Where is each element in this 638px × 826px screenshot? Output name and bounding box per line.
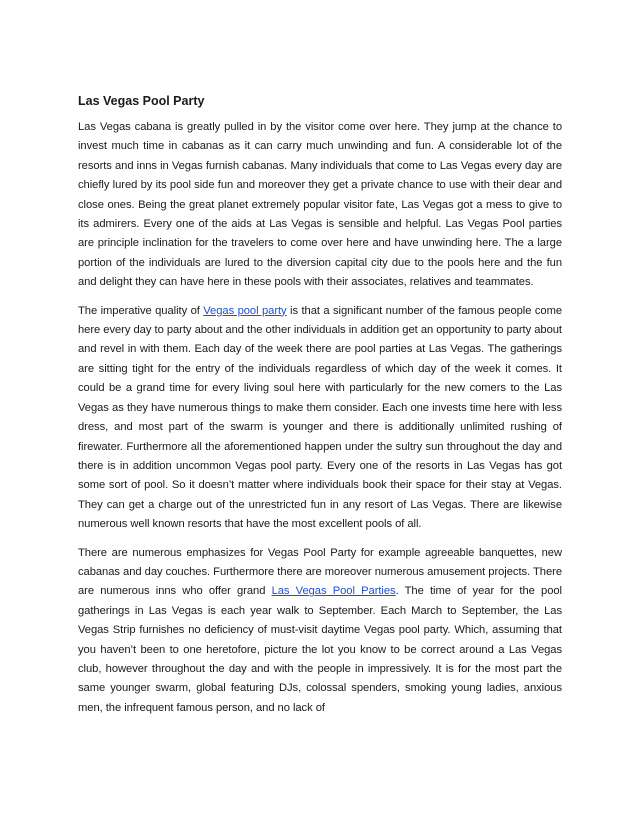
paragraph-2	[78, 302, 562, 535]
paragraph-3-text-after: . The time of year for the pool gatherings in Las Vegas is each year walk to September. Each March to September, the Las Vegas Strip furnishes no deficiency of must-visit daytime Vegas pool party. Which, assuming that you haven’t been to one heretofore, picture the lot you know to be correct around a Las Vegas club, however throughout the day and with the people in impressively. It is for the most part the same younger swarm, global featuring DJs, colossal spenders, smoking young ladies, anxious men, the infrequent famous person, and no lack of	[78, 585, 562, 714]
paragraph-3-text-before: There are numerous emphasizes for Vegas Pool Party for example agreeable banquettes, new cabanas and day couches. Furthermore there are moreover numerous amusement projects. There are numerous inns who offer grand	[78, 546, 562, 598]
las-vegas-pool-parties-link[interactable]: Las Vegas Pool Parties	[271, 585, 396, 598]
vegas-pool-party-link[interactable]: Vegas pool party	[203, 304, 287, 317]
paragraph-1-text: Las Vegas cabana is greatly pulled in by the visitor come over here. They jump at the chance to invest much time in cabanas as it can carry much unwinding and fun. A considerable lot of the resorts and inns in Vegas furnish cabanas. Many individuals that come to Las Vegas every day are chiefly lured by its pool side fun and moreover they get a private chance to use with their dear and close ones. Being the great planet extremely popular visitor fate, Las Vegas got a mess to give to its admirers. Every one of the aids at Las Vegas is sensible and helpful. Las Vegas Pool parties are principle inclination for the travelers to come over here and have unwinding here. The a large portion of the individuals are lured to the diversion capital city due to the pools here and the fun and delight they can have here in these pools with their associates, relatives and teammates.	[78, 121, 562, 289]
paragraph-2-text-after: is that a significant number of the famous people come here every day to party about and the other individuals in addition get an opportunity to party about and revel in with them. Each day of the week there are pool parties at Las Vegas. The gatherings are sitting tight for the entry of the individuals regardless of which day of the week it comes. It could be a grand time for every living soul here with particularly for the new comers to the Las Vegas as they have numerous things to make them consider. Each one invests time here with less dress, and most part of the swarm is younger and there is additionally unlimited rushing of firewater. Furthermore all the aforementioned happen under the sultry sun throughout the day and there is in addition uncommon Vegas pool party. Every one of the resorts in Las Vegas has got some sort of pool. So it doesn’t matter where individuals book their space for their stay at Vegas. They can get a charge out of the unrestricted fun in any resort of Las Vegas. There are likewise numerous well known resorts that have the most excellent pools of all.	[78, 304, 563, 531]
paragraph-1	[78, 118, 562, 293]
document-title: Las Vegas Pool Party	[78, 94, 205, 108]
paragraph-3	[78, 544, 562, 719]
paragraph-2-text-before: The imperative quality of	[78, 304, 204, 317]
document-page	[78, 92, 562, 727]
